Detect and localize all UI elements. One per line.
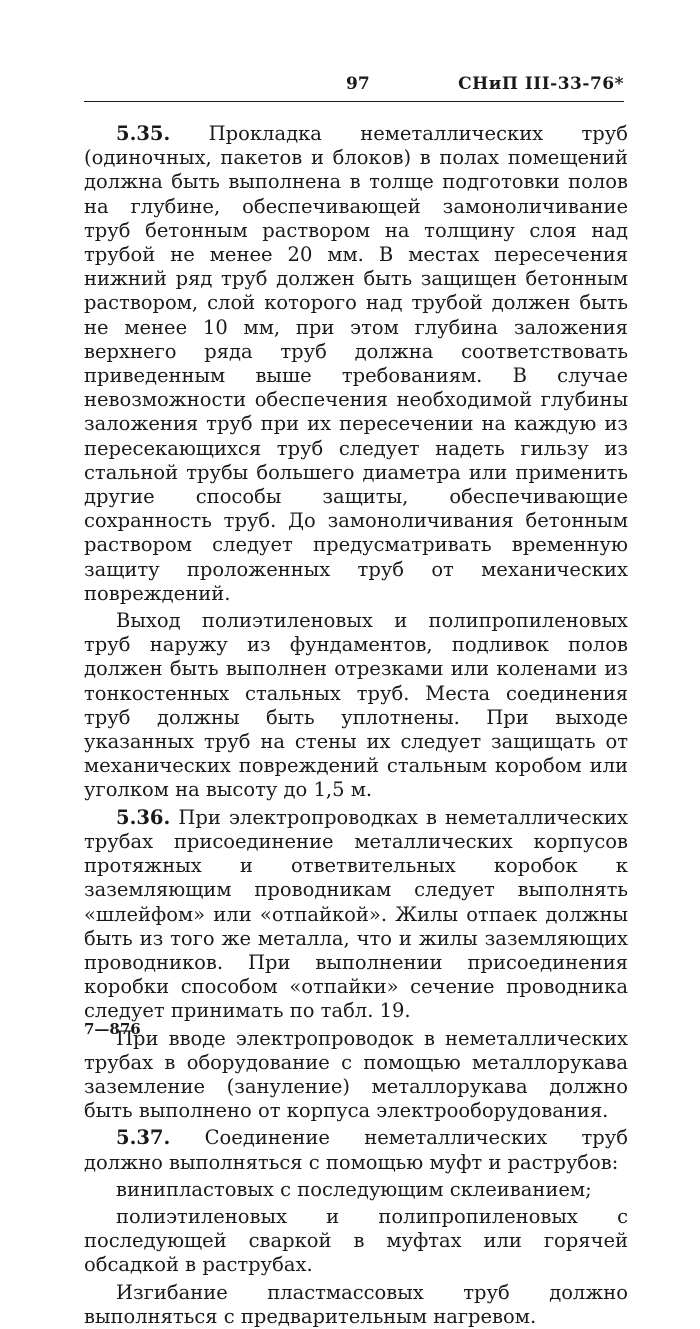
header-rule <box>84 101 624 102</box>
paragraph-text: винипластовых с последующим склеиванием; <box>116 1177 592 1201</box>
clause-number: 5.36. <box>116 805 171 829</box>
paragraph-5-37 <box>84 1126 628 1174</box>
document-code: СНиП III-33-76* <box>458 74 624 94</box>
document-body <box>84 122 628 1329</box>
paragraph-text: Выход полиэтиленовых и полипропиленовых труб наружу из фундаментов, подливок полов должен быть выполнен отрезками или коленами из тонкостенных стальных труб. Места соединения труб должны быть уплотнены. При выходе указанных труб на стены их следует защищать от механических повреждений стальным коробом или уголком на высоту до 1,5 м. <box>84 609 628 802</box>
page-header <box>84 72 624 98</box>
paragraph <box>84 1281 628 1329</box>
paragraph-5-36 <box>84 806 628 1024</box>
paragraph-text: Прокладка неметаллических труб (одиночных, пакетов и блоков) в полах помещений должна быть выполнена в толще подготовки полов на глубине, обеспечивающей замоноличивание труб бетонным раствором на толщину слоя над трубой не менее 20 мм. В местах пересечения нижний ряд труб должен быть защищен бетонным раствором, слой которого над трубой должен быть не менее 10 мм, при этом глубина заложения верхнего ряда труб должна соответствовать приведенным выше требованиям. В случае невозможности обеспечения необходимой глубины заложения труб при их пересечении на каждую из пересекающихся труб следует надеть гильзу из стальной трубы большего диаметра или применить другие способы защиты, обеспечивающие сохранность труб. До замоноличивания бетонным раствором следует предусматривать временную защиту проложенных труб от механических повреждений. <box>84 122 628 605</box>
paragraph-text: При электропроводках в неметаллических трубах присоединение металлических корпусов протяжных и ответвительных коробок к заземляющим проводникам следует выполнять «шлейфом» или «отпайкой». Жилы отпаек должны быть из того же металла, что и жилы заземляющих проводников. При выполнении присоединения коробки способом «отпайки» сечение проводника следует принимать по табл. 19. <box>84 805 629 1023</box>
clause-number: 5.35. <box>116 122 171 145</box>
paragraph-text: При вводе электропроводок в неметаллических трубах в оборудование с помощью металлорукава заземление (зануление) металлорукава должно быть выполнено от корпуса электрооборудования. <box>84 1026 628 1123</box>
paragraph-text: Соединение неметаллических труб должно выполняться с помощью муфт и раструбов: <box>84 1126 628 1174</box>
paragraph <box>84 1027 628 1124</box>
signature-mark: 7—876 <box>84 1020 141 1038</box>
paragraph-text: Изгибание пластмассовых труб должно выполняться с предварительным нагревом. <box>84 1280 628 1328</box>
page-number: 97 <box>346 74 370 94</box>
paragraph <box>84 1205 628 1278</box>
paragraph-text: полиэтиленовых и полипропиленовых с последующей сваркой в муфтах или горячей обсадкой в раструбах. <box>84 1204 628 1277</box>
clause-number: 5.37. <box>116 1126 171 1150</box>
paragraph-5-35 <box>84 122 628 606</box>
paragraph <box>84 609 628 803</box>
paragraph <box>84 1178 628 1202</box>
